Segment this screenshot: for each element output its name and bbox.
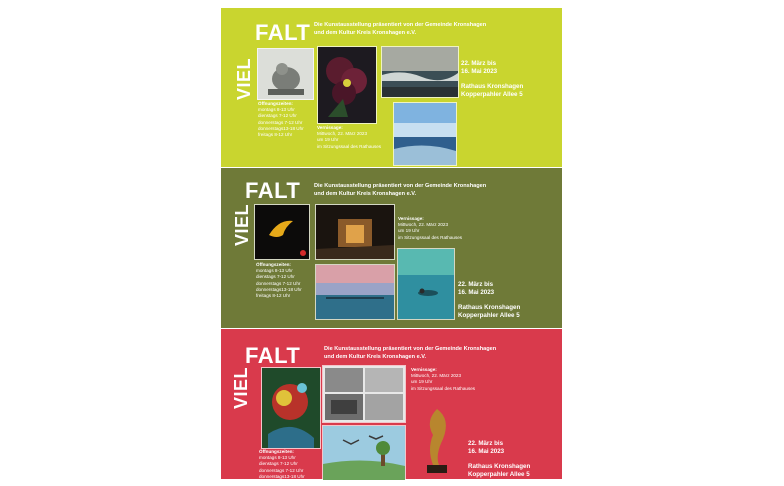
hours-line: freitags 8-12 Uhr [258, 131, 293, 137]
date-line-2: 16. Mai 2023 [461, 68, 498, 76]
opening-hours [256, 262, 302, 299]
hours-line: freitags 8-12 Uhr [259, 479, 294, 485]
location-line-2: Kopperpahler Allee 5 [468, 471, 530, 479]
date-line-2: 16. Mai 2023 [468, 448, 505, 456]
vernissage-line: um 19 Uhr [411, 379, 433, 385]
date-line-1: 22. März bis [468, 440, 504, 447]
vernissage [317, 125, 381, 150]
vernissage-line: im Sitzungssaal des Rathauses [398, 234, 463, 240]
hours-line: donnerstags13-18 Uhr [259, 473, 305, 479]
date-line-1: 22. März bis [458, 281, 494, 288]
intro-line-1: Die Kunstausstellung präsentiert von der Gemeinde Kronshagen [314, 183, 487, 189]
artwork-bronze-sculpture [411, 399, 463, 479]
opening-hours [259, 449, 305, 486]
vernissage-line: im Sitzungssaal des Rathauses [317, 143, 382, 149]
title-viel: VIEL [231, 366, 251, 409]
intro-line-1: Die Kunstausstellung präsentiert von der Gemeinde Kronshagen [324, 346, 497, 352]
artwork-swimmer [397, 248, 455, 320]
artwork-abstract [261, 367, 321, 449]
vernissage-heading: Vernissage: [398, 216, 424, 221]
hours-line: dienstags 7-12 Uhr [258, 113, 297, 119]
hours-line: donnerstags 7-12 Uhr [259, 467, 304, 473]
title-falt: FALT [255, 20, 311, 45]
location-line-1: Rathaus Kronshagen [468, 462, 531, 470]
artwork-beach [393, 102, 457, 166]
hours-line: montags 8-13 Uhr [259, 455, 296, 461]
artwork-dark-flower [317, 46, 377, 124]
title-falt: FALT [245, 178, 301, 203]
vernissage [411, 367, 475, 392]
intro-line-2: und dem Kultur Kreis Kronshagen e.V. [314, 29, 417, 36]
intro-text [314, 183, 486, 198]
title-viel: VIEL [234, 57, 254, 100]
vernissage-line: um 19 Uhr [317, 137, 339, 143]
exhibition-dates [468, 440, 530, 479]
hours-line: donnerstags13-18 Uhr [258, 125, 304, 131]
hours-line: donnerstags13-18 Uhr [256, 286, 302, 292]
artwork-night-building [315, 204, 395, 260]
artwork-birds-landscape [322, 425, 406, 481]
hours-line: freitags 8-12 Uhr [256, 292, 291, 298]
intro-line-2: und dem Kultur Kreis Kronshagen e.V. [314, 190, 417, 197]
vernissage-line: im Sitzungssaal des Rathauses [411, 385, 476, 391]
date-line-2: 16. Mai 2023 [458, 289, 495, 297]
vernissage-line: Mittwoch, 22. März 2023 [317, 131, 368, 137]
artwork-black-white-collage [322, 365, 406, 423]
date-line-1: 22. März bis [461, 60, 497, 67]
exhibition-dates [461, 60, 523, 99]
vernissage [398, 216, 462, 241]
artwork-sculpture [257, 48, 314, 100]
vernissage-line: um 19 Uhr [398, 228, 420, 234]
location-line-2: Kopperpahler Allee 5 [458, 312, 520, 320]
opening-hours-heading: Öffnungszeiten: [259, 449, 294, 454]
location-line-2: Kopperpahler Allee 5 [461, 91, 523, 99]
title-viel: VIEL [232, 203, 252, 246]
vernissage-heading: Vernissage: [317, 125, 343, 130]
intro-text [324, 346, 496, 361]
vernissage-line: Mittwoch, 22. März 2023 [398, 222, 449, 228]
intro-line-1: Die Kunstausstellung präsentiert von der Gemeinde Kronshagen [314, 22, 487, 28]
poster-panel-olive [221, 168, 562, 328]
hours-line: montags 8-13 Uhr [258, 107, 295, 113]
poster-panel-red [221, 329, 562, 485]
location-line-1: Rathaus Kronshagen [461, 82, 524, 90]
hours-line: donnerstags 7-12 Uhr [258, 119, 303, 125]
hours-line: donnerstags 7-12 Uhr [256, 280, 301, 286]
poster-panel-lime [221, 8, 562, 167]
title-falt: FALT [245, 343, 301, 368]
intro-line-2: und dem Kultur Kreis Kronshagen e.V. [324, 353, 427, 360]
hours-line: dienstags 7-12 Uhr [256, 274, 295, 280]
opening-hours-heading: Öffnungszeiten: [258, 101, 293, 106]
vernissage-line: Mittwoch, 22. März 2023 [411, 373, 462, 379]
opening-hours-heading: Öffnungszeiten: [256, 262, 291, 267]
artwork-sunset-sea [315, 264, 395, 320]
intro-text [314, 22, 486, 37]
artwork-seascape [381, 46, 459, 98]
vernissage-heading: Vernissage: [411, 367, 437, 372]
hours-line: dienstags 7-12 Uhr [259, 461, 298, 467]
exhibition-dates [458, 281, 520, 320]
location-line-1: Rathaus Kronshagen [458, 303, 521, 311]
hours-line: montags 8-13 Uhr [256, 268, 293, 274]
opening-hours [258, 101, 304, 138]
artwork-bird [254, 204, 310, 260]
